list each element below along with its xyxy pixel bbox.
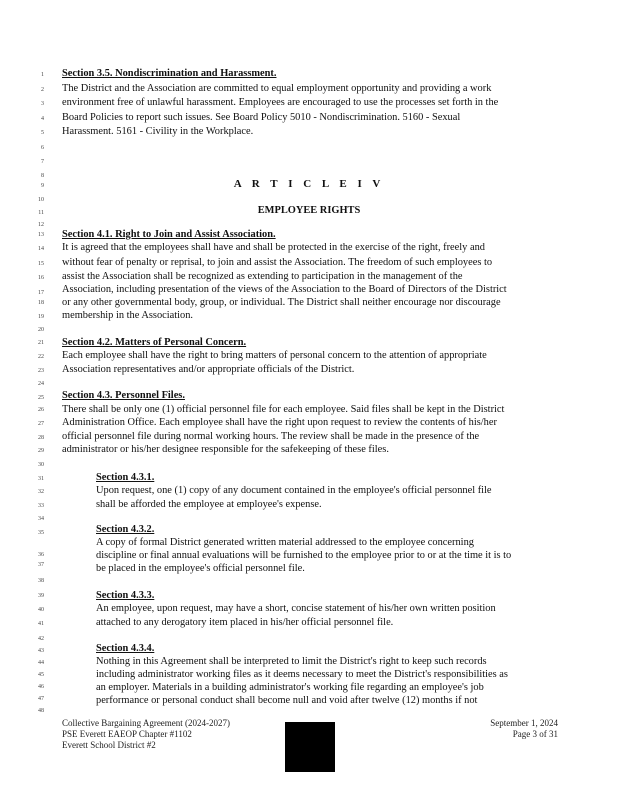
section-heading: Section 4.3. Personnel Files. [62, 390, 185, 401]
line-number: 17 [38, 290, 44, 296]
line-number: 31 [38, 476, 44, 482]
line-number: 46 [38, 684, 44, 690]
footer-left-line: Collective Bargaining Agreement (2024-2027) [62, 718, 231, 728]
line-number: 40 [38, 607, 44, 613]
subsection-heading: Section 4.3.4. [96, 643, 155, 654]
body-line: be placed in the employee's official personnel file. [96, 563, 305, 574]
line-number: 4 [41, 116, 44, 122]
line-number: 48 [38, 708, 44, 714]
body-line: Board Policies to report such issues. See Board Policy 5010 - Nondiscrimination. 5160 - Sexual [62, 112, 461, 123]
line-number: 24 [38, 381, 44, 387]
body-line: attached to any derogatory item placed in his/her official personnel file. [96, 617, 394, 628]
body-line: an employer. Materials in a building administrator's working file regarding an employee's job [96, 682, 484, 693]
line-number: 15 [38, 261, 44, 267]
line-number: 23 [38, 368, 44, 374]
body-line: Association representatives and/or appropriate officials of the District. [62, 364, 355, 375]
line-number: 18 [38, 300, 44, 306]
subsection-heading: Section 4.3.1. [96, 472, 155, 483]
line-number: 25 [38, 395, 44, 401]
line-number: 6 [41, 145, 44, 151]
line-number: 42 [38, 636, 44, 642]
body-line: Nothing in this Agreement shall be interpreted to limit the District's right to keep such records [96, 656, 487, 667]
body-line: Administration Office. Each employee shall have the right upon request to review the contents of his/her [62, 417, 497, 428]
line-number: 35 [38, 530, 44, 536]
section-heading: Section 4.1. Right to Join and Assist Association. [62, 229, 276, 240]
body-line: without fear of penalty or reprisal, to join and assist the Association. The freedom of such employees to [62, 257, 493, 268]
footer-left-line: PSE Everett EAEOP Chapter #1102 [62, 729, 192, 739]
subsection-heading: Section 4.3.2. [96, 524, 155, 535]
line-number: 14 [38, 246, 44, 252]
line-number: 45 [38, 672, 44, 678]
body-line: It is agreed that the employees shall have and shall be protected in the exercise of the right, freely and [62, 242, 485, 253]
body-line: Upon request, one (1) copy of any document contained in the employee's official personnel file [96, 485, 492, 496]
body-line: Association, including presentation of the views of the Association to the Board of Directors of the District [62, 284, 507, 295]
line-number: 29 [38, 448, 44, 454]
line-number: 33 [38, 503, 44, 509]
line-number: 12 [38, 222, 44, 228]
line-number: 30 [38, 462, 44, 468]
line-number: 44 [38, 660, 44, 666]
line-number: 1 [41, 72, 44, 78]
footer-date: September 1, 2024 [490, 718, 558, 728]
article-title: A R T I C L E I V [233, 178, 385, 190]
line-number: 36 [38, 552, 44, 558]
line-number: 13 [38, 232, 44, 238]
line-number: 47 [38, 696, 44, 702]
body-line: There shall be only one (1) official personnel file for each employee. Said files shall be kept in the District [62, 404, 505, 415]
line-number: 41 [38, 621, 44, 627]
line-number: 39 [38, 593, 44, 599]
article-subtitle: EMPLOYEE RIGHTS [257, 205, 361, 216]
footer-left-line: Everett School District #2 [62, 740, 156, 750]
body-line: The District and the Association are committed to equal employment opportunity and providing a work [62, 83, 492, 94]
line-number: 38 [38, 578, 44, 584]
line-number: 37 [38, 562, 44, 568]
line-number: 43 [38, 648, 44, 654]
line-number: 20 [38, 327, 44, 333]
body-line: Each employee shall have the right to bring matters of personal concern to the attention of appropriate [62, 350, 487, 361]
body-line: official personnel file during normal working hours. The review shall be made in the presence of the [62, 431, 480, 442]
body-line: performance or personal conduct shall become null and void after twelve (12) months if not [96, 695, 478, 706]
body-line: or any other governmental body, group, or individual. The District shall neither encourage nor discourage [62, 297, 501, 308]
subsection-heading: Section 4.3.3. [96, 590, 155, 601]
body-line: discipline or final annual evaluations will be furnished to the employee prior to or at the time it is to [96, 550, 512, 561]
body-line: An employee, upon request, may have a short, concise statement of his/her own written position [96, 603, 496, 614]
line-number: 22 [38, 354, 44, 360]
line-number: 9 [41, 183, 44, 189]
line-number: 32 [38, 489, 44, 495]
line-number: 8 [41, 173, 44, 179]
body-line: administrator or his/her designee responsible for the safekeeping of these files. [62, 444, 389, 455]
body-line: Harassment. 5161 - Civility in the Workplace. [62, 126, 254, 137]
body-line: A copy of formal District generated written material addressed to the employee concerning [96, 537, 474, 548]
line-number: 28 [38, 435, 44, 441]
line-number: 21 [38, 340, 44, 346]
line-number: 3 [41, 101, 44, 107]
body-line: environment free of unlawful harassment. Employees are encouraged to use the processes set forth in the [62, 97, 499, 108]
line-number: 2 [41, 87, 44, 93]
line-number: 19 [38, 314, 44, 320]
line-number: 26 [38, 407, 44, 413]
line-number: 34 [38, 516, 44, 522]
footer-page-number: Page 3 of 31 [512, 729, 558, 739]
body-line: shall be afforded the employee at employee's expense. [96, 499, 322, 510]
line-number: 10 [38, 197, 44, 203]
line-number: 11 [38, 210, 44, 216]
line-number: 16 [38, 275, 44, 281]
body-line: including administrator working files as it deems necessary to meet the District's responsibilities as [96, 669, 508, 680]
redaction-block [285, 722, 335, 772]
section-heading: Section 3.5. Nondiscrimination and Harassment. [62, 68, 277, 79]
section-heading: Section 4.2. Matters of Personal Concern. [62, 337, 247, 348]
body-line: membership in the Association. [62, 310, 194, 321]
line-number: 5 [41, 130, 44, 136]
body-line: assist the Association shall be recognized as extending to participation in the management of the [62, 271, 463, 282]
line-number: 7 [41, 159, 44, 165]
line-number: 27 [38, 421, 44, 427]
